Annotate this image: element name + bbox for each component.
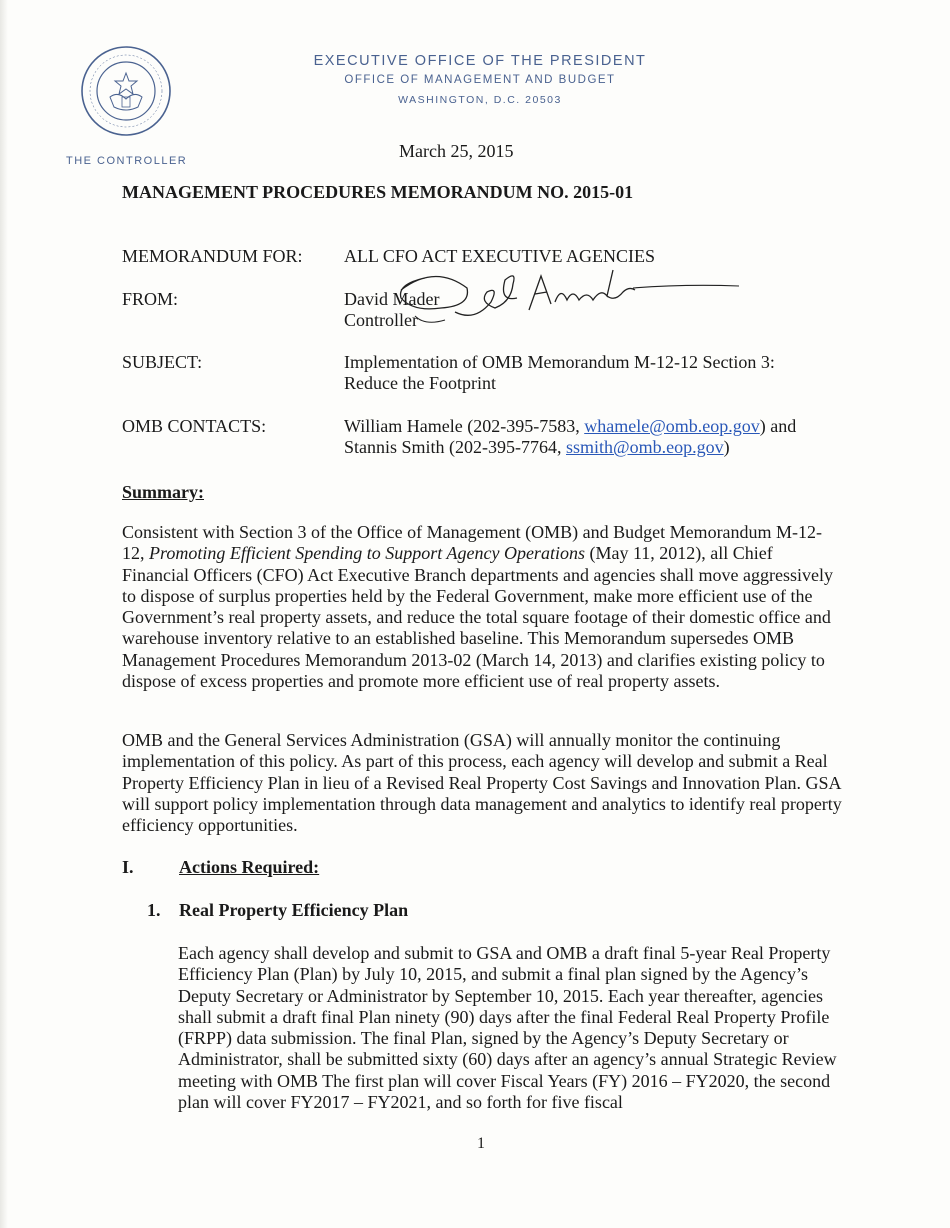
contact-1-suffix: ) and xyxy=(759,416,797,436)
section-title: Actions Required: xyxy=(179,857,320,877)
letterhead-line-2: OFFICE OF MANAGEMENT AND BUDGET xyxy=(344,74,616,86)
item-paragraph: Each agency shall develop and submit to GSA and OMB a draft final 5-year Real Property Efficiency Plan (Plan) by July 10, 2015, and submit a final plan signed by the Agency’s Deputy Secretary or Administrator by September 10, 2015. Each year thereafter, agencies shall submit a draft final Plan ninety (90) days after the final Federal Real Property Profile (FRPP) data submission. The final Plan, signed by the Agency’s Deputy Secretary or Administrator, shall be submitted sixty (60) days after an agency’s annual Strategic Review meeting with OMB The first plan will cover Fiscal Years (FY) 2016 – FY2020, the second plan will cover FY2017 – FY2021, and so forth for five fiscal xyxy=(178,943,837,1113)
summary-p1-italic-title: Promoting Efficient Spending to Support Agency Operations xyxy=(149,543,585,564)
subject-line-1: Implementation of OMB Memorandum M-12-12 Section 3: xyxy=(344,352,775,372)
item-number: 1. xyxy=(147,900,161,920)
contact-2-text: Stannis Smith (202-395-7764, xyxy=(344,437,567,457)
subject-line-2: Reduce the Footprint xyxy=(344,373,496,393)
memo-for-value: ALL CFO ACT EXECUTIVE AGENCIES xyxy=(344,246,656,266)
summary-paragraph-1 xyxy=(122,522,842,692)
contact-2 xyxy=(344,437,796,458)
summary-p1-text-a: Consistent with Section 3 of the Office of Management (OMB) and Budget Memorandum M-12-12, xyxy=(122,522,823,564)
contacts-value xyxy=(344,416,796,458)
contact-2-suffix: ) xyxy=(723,437,730,457)
from-title: Controller xyxy=(344,310,418,330)
summary-heading: Summary: xyxy=(122,482,204,502)
item-title: Real Property Efficiency Plan xyxy=(179,900,409,920)
subject-value xyxy=(344,352,775,394)
contact-2-email-link[interactable]: ssmith@omb.eop.gov xyxy=(566,437,724,457)
memo-title: MANAGEMENT PROCEDURES MEMORANDUM NO. 2015-01 xyxy=(122,182,634,202)
presidential-seal xyxy=(80,45,172,137)
letterhead-line-3: WASHINGTON, D.C. 20503 xyxy=(398,94,562,106)
controller-label: THE CONTROLLER xyxy=(66,155,188,167)
section-number: I. xyxy=(122,857,134,877)
signature xyxy=(395,262,745,332)
scan-edge xyxy=(0,0,8,1228)
from-label: FROM: xyxy=(122,289,179,309)
contacts-label: OMB CONTACTS: xyxy=(122,416,267,436)
contact-1 xyxy=(344,416,796,437)
subject-label: SUBJECT: xyxy=(122,352,203,372)
contact-1-email-link[interactable]: whamele@omb.eop.gov xyxy=(584,416,760,436)
summary-paragraph-2: OMB and the General Services Administration (GSA) will annually monitor the continuing implementation of this policy. As part of this process, each agency will develop and submit a Real Property Efficiency Plan in lieu of a Revised Real Property Cost Savings and Innovation Plan. GSA will support policy implementation through data management and analytics to identify real property efficiency opportunities. xyxy=(122,730,842,836)
from-name: David Mader xyxy=(344,289,440,309)
page-number: 1 xyxy=(477,1135,485,1152)
letterhead-line-1: EXECUTIVE OFFICE OF THE PRESIDENT xyxy=(313,53,647,69)
summary-p1-text-b: (May 11, 2012), all Chief Financial Officers (CFO) Act Executive Branch departments and agencies shall move aggressively to dispose of surplus properties held by the Federal Government, make more efficient use of the Government’s real property assets, and reduce the total square footage of their domestic office and warehouse inventory relative to an established baseline. This Memorandum supersedes OMB Management Procedures Memorandum 2013-02 (March 14, 2013) and clarifies existing policy to dispose of excess properties and promote more efficient use of real property assets. xyxy=(122,543,833,692)
memo-date: March 25, 2015 xyxy=(399,141,514,161)
memo-for-label: MEMORANDUM FOR: xyxy=(122,246,303,266)
contact-1-text: William Hamele (202-395-7583, xyxy=(344,416,585,436)
